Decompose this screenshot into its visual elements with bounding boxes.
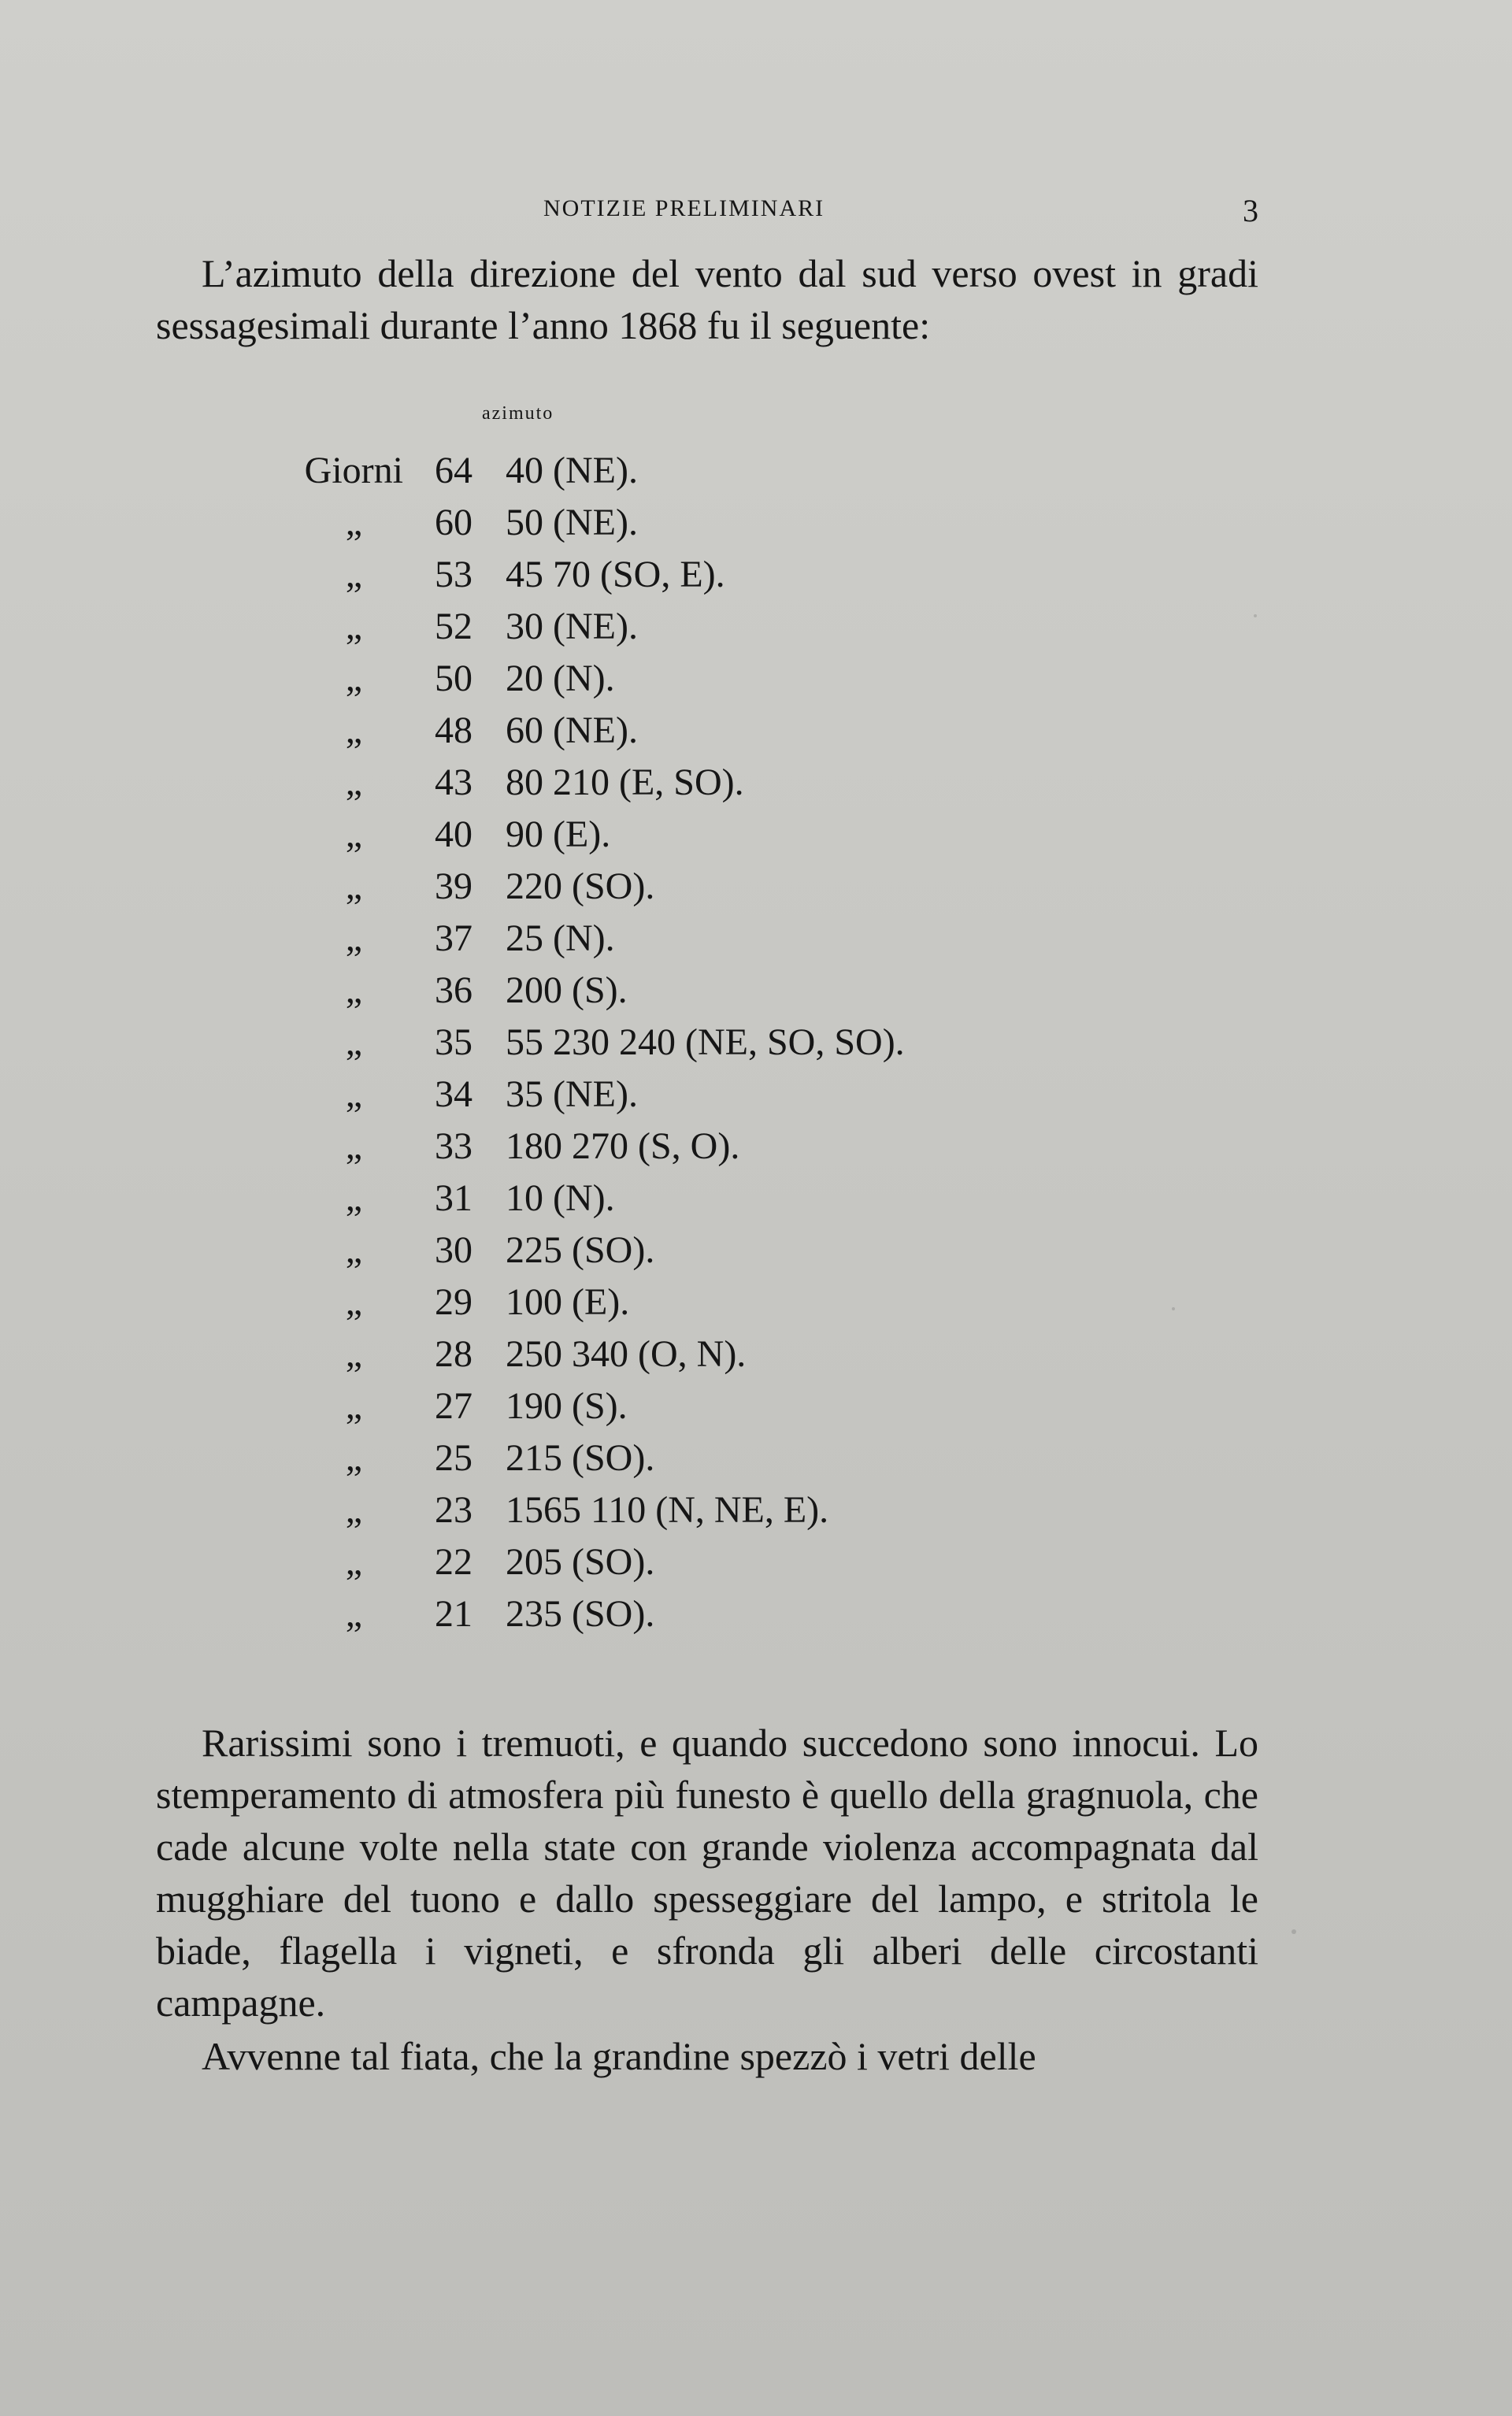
ditto-mark: „ — [345, 1021, 362, 1063]
days-count: 35 — [435, 1021, 472, 1063]
ditto-mark: „ — [345, 1593, 362, 1635]
days-count: 25 — [435, 1437, 472, 1479]
azimuth-value: 80 210 (E, SO). — [506, 761, 744, 803]
azimuth-value: 200 (S). — [506, 969, 628, 1011]
days-count: 48 — [435, 710, 472, 751]
page-header — [0, 195, 1512, 235]
ditto-mark: „ — [345, 1073, 362, 1115]
ditto-mark: „ — [345, 710, 362, 751]
days-count: 33 — [435, 1125, 472, 1167]
azimuth-value: 205 (SO). — [506, 1541, 655, 1583]
table-row — [0, 501, 1512, 553]
ditto-mark: „ — [345, 1541, 362, 1583]
table-row — [0, 1177, 1512, 1228]
days-label: Giorni — [304, 450, 403, 491]
hail-paragraph: Rarissimi sono i tremuoti, e quando succedono sono innocui. Lo stemperamento di atmosfera più funesto è quello della gragnuola, che cade alcune volte nella state con grande violenza accompagnata dal mugghiare del tuono e dallo spesseggiare del lampo, e stritola le biade, flagella i vigneti, e sfronda gli alberi delle circostanti campagne. — [156, 1721, 1258, 2025]
days-count: 52 — [435, 606, 472, 647]
ditto-mark: „ — [345, 761, 362, 803]
print-speckle — [1292, 1929, 1296, 1934]
table-row — [0, 761, 1512, 813]
azimuth-value: 45 70 (SO, E). — [506, 554, 725, 595]
azimuth-value: 25 (N). — [506, 917, 615, 959]
table-row — [0, 1332, 1512, 1384]
table-row — [0, 709, 1512, 761]
final-paragraph: Avvenne tal fiata, che la grandine spezzò i vetri delle — [202, 2034, 1036, 2078]
days-count: 60 — [435, 502, 472, 543]
days-count: 28 — [435, 1333, 472, 1375]
page-number: 3 — [1243, 193, 1258, 228]
ditto-mark: „ — [345, 658, 362, 699]
azimuth-value: 235 (SO). — [506, 1593, 655, 1635]
azimuth-value: 225 (SO). — [506, 1229, 655, 1271]
ditto-mark: „ — [345, 1281, 362, 1323]
intro-paragraph: L’azimuto della direzione del vento dal sud verso ovest in gradi sessagesimali durante l’anno 1868 fu il seguente: — [156, 251, 1258, 347]
azimuth-value: 20 (N). — [506, 658, 615, 699]
table-row — [0, 1125, 1512, 1177]
table-row — [0, 1488, 1512, 1540]
ditto-mark: „ — [345, 969, 362, 1011]
ditto-mark: „ — [345, 917, 362, 959]
table-row — [0, 865, 1512, 917]
days-count: 31 — [435, 1177, 472, 1219]
ditto-mark: „ — [345, 865, 362, 907]
table-row — [0, 1592, 1512, 1644]
azimuth-value: 180 270 (S, O). — [506, 1125, 740, 1167]
ditto-mark: „ — [345, 813, 362, 855]
days-count: 27 — [435, 1385, 472, 1427]
azimuth-value: 90 (E). — [506, 813, 611, 855]
days-count: 37 — [435, 917, 472, 959]
azimuth-value: 190 (S). — [506, 1385, 628, 1427]
running-head: NOTIZIE PRELIMINARI — [543, 195, 825, 221]
closing-paragraphs — [156, 1717, 1258, 2082]
azimuth-value: 35 (NE). — [506, 1073, 638, 1115]
days-count: 30 — [435, 1229, 472, 1271]
days-count: 40 — [435, 813, 472, 855]
ditto-mark: „ — [345, 1437, 362, 1479]
ditto-mark: „ — [345, 1177, 362, 1219]
table-row — [0, 969, 1512, 1021]
days-count: 64 — [435, 450, 472, 491]
days-count: 29 — [435, 1281, 472, 1323]
table-row — [0, 1021, 1512, 1073]
days-count: 36 — [435, 969, 472, 1011]
table-row — [0, 1280, 1512, 1332]
azimuth-value: 220 (SO). — [506, 865, 655, 907]
days-count: 50 — [435, 658, 472, 699]
table-row — [0, 1073, 1512, 1125]
ditto-mark: „ — [345, 1385, 362, 1427]
days-count: 23 — [435, 1489, 472, 1531]
ditto-mark: „ — [345, 1125, 362, 1167]
days-count: 39 — [435, 865, 472, 907]
wind-azimuth-table — [0, 449, 1512, 1644]
table-row — [0, 1540, 1512, 1592]
table-row — [0, 917, 1512, 969]
ditto-mark: „ — [345, 1333, 362, 1375]
print-speckle — [1172, 1307, 1175, 1310]
days-count: 43 — [435, 761, 472, 803]
azimuth-value: 50 (NE). — [506, 502, 638, 543]
azimuth-value: 30 (NE). — [506, 606, 638, 647]
intro-paragraph-block — [156, 247, 1258, 351]
azimuth-value: 60 (NE). — [506, 710, 638, 751]
ditto-mark: „ — [345, 1229, 362, 1271]
table-row — [0, 657, 1512, 709]
azimuth-value: 55 230 240 (NE, SO, SO). — [506, 1021, 905, 1063]
azimuth-value: 250 340 (O, N). — [506, 1333, 747, 1375]
days-count: 21 — [435, 1593, 472, 1635]
azimuth-value: 1565 110 (N, NE, E). — [506, 1489, 829, 1531]
table-row — [0, 813, 1512, 865]
ditto-mark: „ — [345, 1489, 362, 1531]
table-row — [0, 1436, 1512, 1488]
days-count: 34 — [435, 1073, 472, 1115]
azimuth-value: 100 (E). — [506, 1281, 630, 1323]
table-row — [0, 1384, 1512, 1436]
azimuth-value: 10 (N). — [506, 1177, 615, 1219]
azimuth-value: 40 (NE). — [506, 450, 638, 491]
ditto-mark: „ — [345, 502, 362, 543]
table-row — [0, 449, 1512, 501]
days-count: 53 — [435, 554, 472, 595]
print-speckle — [1254, 614, 1257, 617]
days-count: 22 — [435, 1541, 472, 1583]
table-row — [0, 605, 1512, 657]
azimuth-column-caption: azimuto — [482, 403, 554, 424]
ditto-mark: „ — [345, 606, 362, 647]
table-row — [0, 553, 1512, 605]
azimuth-value: 215 (SO). — [506, 1437, 655, 1479]
ditto-mark: „ — [345, 554, 362, 595]
table-row — [0, 1228, 1512, 1280]
